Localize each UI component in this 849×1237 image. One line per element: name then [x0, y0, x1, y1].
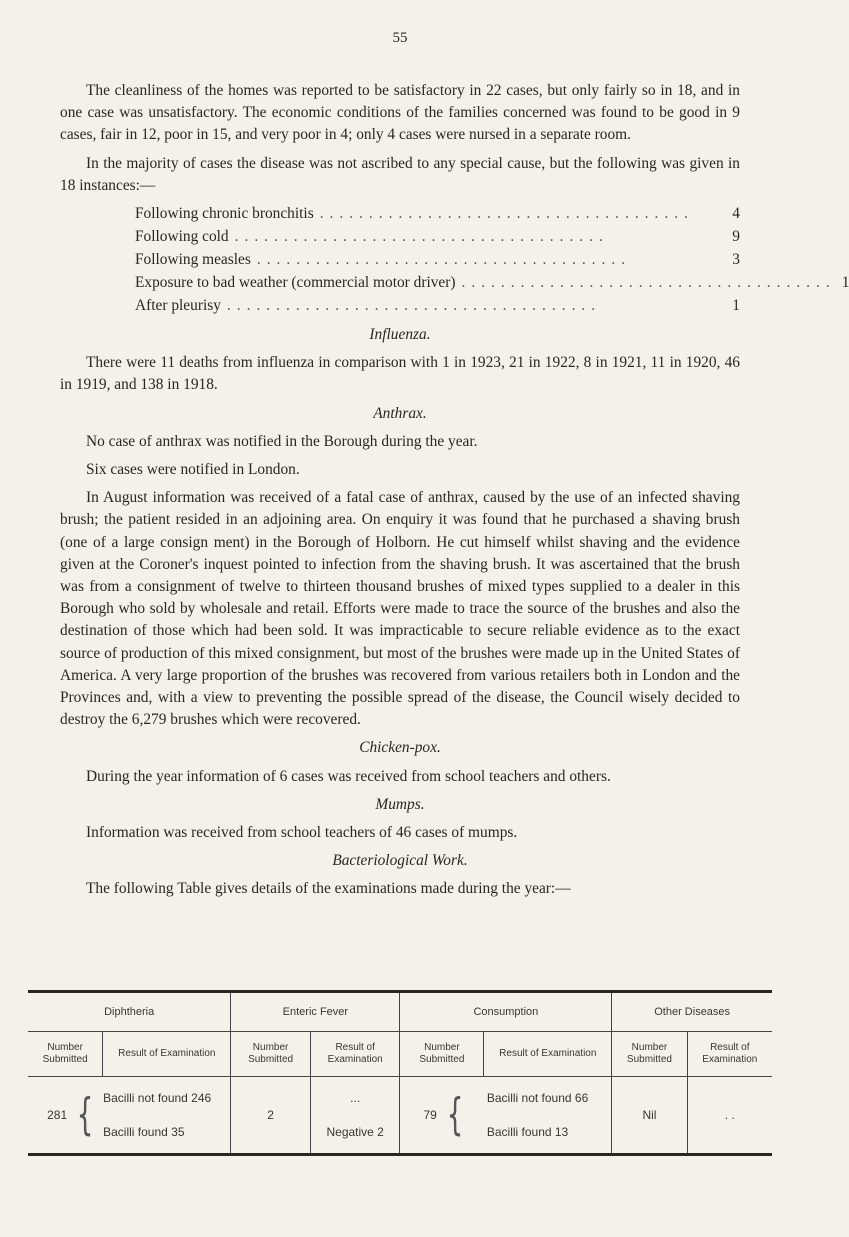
list-item: Exposure to bad weather (commercial motor driver) ...................................... 1 — [135, 274, 849, 292]
column-header: Number Submitted — [231, 1032, 311, 1077]
paragraph-anthrax-1: No case of anthrax was notified in the Borough during the year. — [86, 432, 478, 450]
group-consumption: Consumption — [400, 992, 612, 1032]
consumption-found: Bacilli found 13 — [486, 1125, 569, 1139]
diphtheria-found: Bacilli found 35 — [103, 1125, 185, 1139]
brace-icon: { — [76, 1089, 94, 1140]
heading-mumps: Mumps. — [375, 795, 425, 813]
column-header: Result of Examination — [687, 1032, 772, 1077]
enteric-submitted: 2 — [231, 1077, 311, 1155]
body-text — [60, 80, 849, 907]
causes-list — [60, 203, 849, 318]
heading-chickenpox: Chicken-pox. — [359, 739, 441, 757]
column-header: Number Submitted — [28, 1032, 103, 1077]
list-item: Following cold ...................................... 9 — [135, 228, 740, 246]
diphtheria-cell — [28, 1077, 231, 1155]
group-other-diseases: Other Diseases — [612, 992, 772, 1032]
list-item: Following measles ...................................... 3 — [135, 251, 740, 269]
list-item: After pleurisy ...................................... 1 — [135, 297, 740, 315]
consumption-not-found: Bacilli not found 66 — [486, 1091, 589, 1105]
heading-anthrax: Anthrax. — [373, 404, 427, 422]
column-header: Result of Examination — [484, 1032, 612, 1077]
paragraph-chickenpox: During the year information of 6 cases was received from school teachers and others. — [86, 767, 611, 785]
other-submitted: Nil — [612, 1077, 687, 1155]
column-header: Number Submitted — [400, 1032, 484, 1077]
consumption-submitted: 79 — [423, 1108, 437, 1122]
paragraph-cleanliness: The cleanliness of the homes was reported to be satisfactory in 22 cases, but only fairly so in 18, and in one case was unsatisfactory. The economic conditions of the families concerned was found to be good in 9 cases, fair in 12, poor in 15, and very poor in 4; only 4 cases were nursed in a separate room. — [60, 82, 740, 144]
table-row — [28, 1077, 772, 1155]
consumption-cell — [400, 1077, 612, 1155]
diphtheria-not-found: Bacilli not found 246 — [103, 1091, 212, 1105]
paragraph-table-intro: The following Table gives details of the examinations made during the year:— — [86, 880, 571, 898]
heading-bacteriological: Bacteriological Work. — [332, 852, 468, 870]
column-header: Result of Examination — [310, 1032, 400, 1077]
column-header: Number Submitted — [612, 1032, 687, 1077]
brace-icon: { — [446, 1089, 464, 1140]
paragraph-influenza: There were 11 deaths from influenza in comparison with 1 in 1923, 21 in 1922, 8 in 1921, 11 in 1920, 46 in 1919, and 138 in 1918. — [60, 354, 740, 394]
diphtheria-submitted: 281 — [47, 1108, 68, 1122]
heading-influenza: Influenza. — [369, 326, 431, 344]
paragraph-mumps: Information was received from school teachers of 46 cases of mumps. — [86, 824, 518, 842]
bacteriological-table — [28, 990, 772, 1156]
paragraph-causes-intro: In the majority of cases the disease was not ascribed to any special cause, but the following was given in 18 instances:— — [60, 154, 740, 194]
page-number: 55 — [392, 30, 408, 46]
paragraph-anthrax-2: Six cases were notified in London. — [86, 461, 300, 479]
list-item: Following chronic bronchitis ...................................... 4 — [135, 205, 740, 223]
group-enteric-fever: Enteric Fever — [231, 992, 400, 1032]
paragraph-anthrax-3: In August information was received of a fatal case of anthrax, caused by the use of an infected shaving brush; the patient resided in an adjoining area. On enquiry it was found that he purchased a shaving brush (one of a large consign ment) in the Borough of Holborn. He cut himself whilst shaving and the evidence given at the Coroner's inquest pointed to infection from the shaving brush. It was ascertained that the brush was from a consignment of twelve to thirteen thousand brushes of mixed types supplied to a dealer in this Borough who sold by wholesale and retail. Efforts were made to trace the source of the brushes and also the destination of those which had been sold. It was impracticable to secure reliable evidence as to the exact source of production of this mixed consignment, but most of the brushes were made up in the United States of America. A very large proportion of the brushes was recovered from various retailers both in London and the Provinces and, with a view to preventing the possible spread of the disease, the Council wisely decided to destroy the 6,279 brushes which were recovered. — [60, 489, 740, 729]
other-result: . . — [687, 1077, 772, 1155]
group-diphtheria: Diphtheria — [28, 992, 231, 1032]
enteric-result: ... Negative 2 — [310, 1077, 400, 1155]
column-header: Result of Examination — [103, 1032, 231, 1077]
